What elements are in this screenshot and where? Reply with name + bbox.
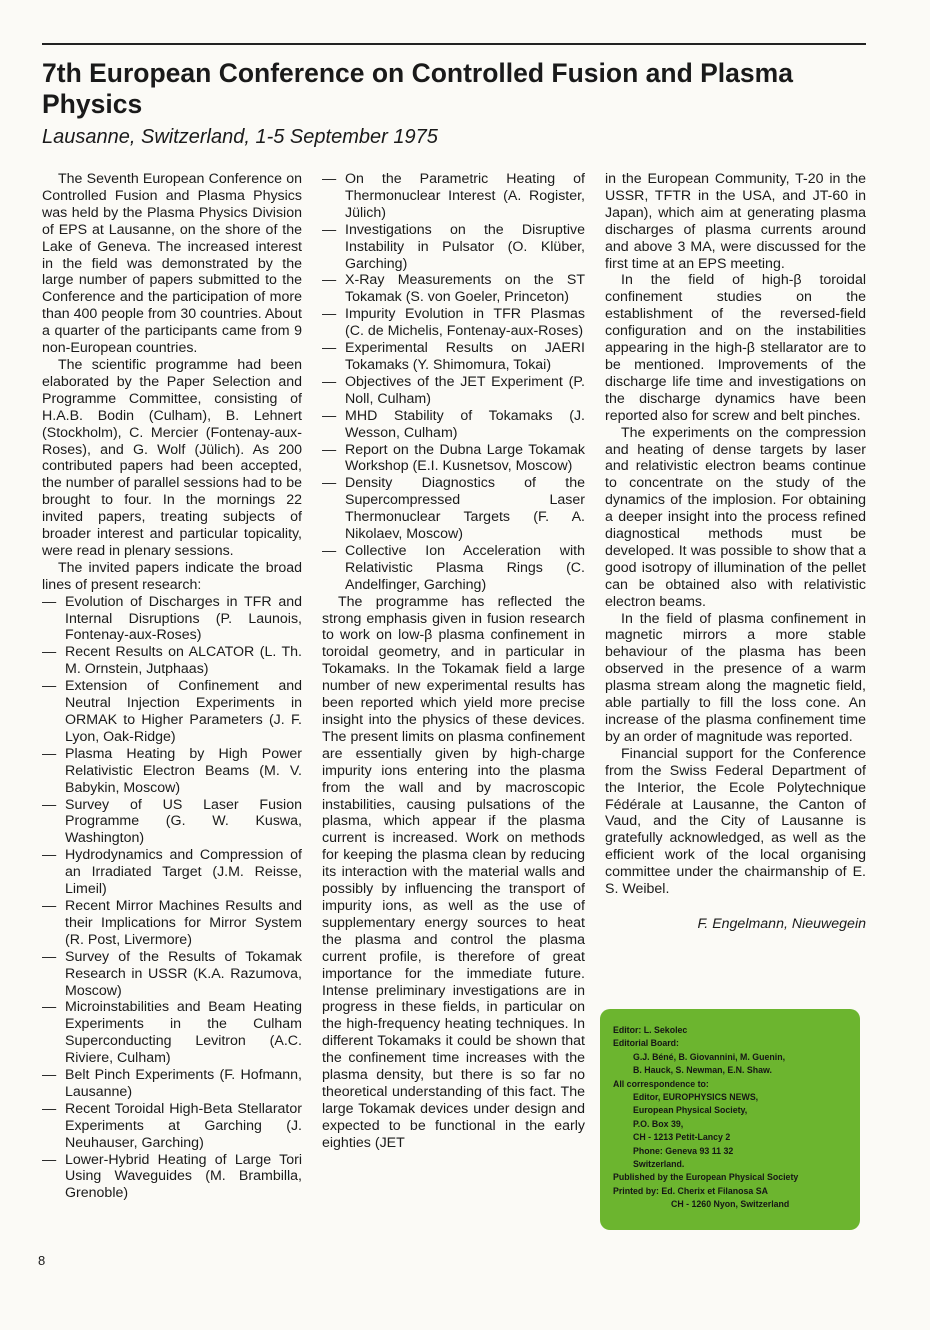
- masthead-box: [600, 1009, 860, 1230]
- column-1: [42, 171, 302, 1202]
- article-subtitle: Lausanne, Switzerland, 1-5 September 1975: [42, 126, 438, 148]
- list-item: — Evolution of Discharges in TFR and Internal Disruptions (P. Launois, Fontenay-aux-Roses): [42, 594, 302, 645]
- list-item: — Collective Ion Acceleration with Relativistic Plasma Rings (C. Andelfinger, Garching): [322, 543, 585, 594]
- header-rule: [42, 43, 866, 45]
- masthead-board-names: G.J. Béné, B. Giovannini, M. Guenin,: [633, 1051, 786, 1062]
- invited-papers-list: [42, 594, 302, 1203]
- list-item: — Objectives of the JET Experiment (P. Noll, Culham): [322, 374, 585, 408]
- paragraph: The experiments on the compression and heating of dense targets by laser and relativistic electron beams continue to concentrate on the study of the dynamics of the implosion. For obtaining a deeper insight into the process refined diagnostical methods must be developed. It was possible to show that a good isotropy of illumination of the pellet can be obtained also with relativistic electron beams.: [605, 424, 866, 610]
- list-item: — Recent Toroidal High-Beta Stellarator Experiments at Garching (J. Neuhauser, Garching): [42, 1101, 302, 1152]
- list-item: — Lower-Hybrid Heating of Large Tori Using Waveguides (M. Brambilla, Grenoble): [42, 1152, 302, 1203]
- list-item: — Belt Pinch Experiments (F. Hofmann, Lausanne): [42, 1067, 302, 1101]
- masthead-phone: Phone: Geneva 93 11 32: [633, 1145, 734, 1156]
- masthead-correspondence-label: All correspondence to:: [613, 1078, 709, 1089]
- list-item: — Recent Results on ALCATOR (L. Th. M. Ornstein, Jutphaas): [42, 644, 302, 678]
- paragraph: The Seventh European Conference on Controlled Fusion and Plasma Physics was held by the Plasma Physics Division of EPS at Lausanne, on the shore of the Lake of Geneva. The increased interest in the field was demonstrated by the large number of papers submitted to the Conference and the participation of more than 400 people from 30 countries. About a quarter of the participants came from 9 non-European countries.: [42, 171, 302, 357]
- masthead-printer: Printed by: Ed. Cherix et Filanosa SA: [613, 1185, 768, 1196]
- list-item: — Plasma Heating by High Power Relativistic Electron Beams (M. V. Babykin, Moscow): [42, 746, 302, 797]
- list-item: — Extension of Confinement and Neutral Injection Experiments in ORMAK to Higher Parameters (J. F. Lyon, Oak-Ridge): [42, 678, 302, 746]
- masthead-address-line: Editor, EUROPHYSICS NEWS,: [633, 1092, 759, 1103]
- masthead-editor: Editor: L. Sekolec: [613, 1025, 688, 1035]
- paragraph: In the field of plasma confinement in magnetic mirrors a more stable behaviour of the plasma has been observed in the presence of a warm plasma stream along the magnetic field, able partially to fill the loss cone. An increase of the plasma confinement time by an order of magnitude was reported.: [605, 610, 866, 745]
- masthead-publisher: Published by the European Physical Society: [613, 1172, 799, 1183]
- author-signature: F. Engelmann, Nieuwegein: [697, 915, 866, 932]
- list-item: — Experimental Results on JAERI Tokamaks (Y. Shimomura, Tokai): [322, 340, 585, 374]
- masthead-board-names: B. Hauck, S. Newman, E.N. Shaw.: [633, 1065, 772, 1076]
- list-item: — Report on the Dubna Large Tokamak Workshop (E.I. Kusnetsov, Moscow): [322, 442, 585, 476]
- list-item: — X-Ray Measurements on the ST Tokamak (S. von Goeler, Princeton): [322, 272, 585, 306]
- list-item: — Impurity Evolution in TFR Plasmas (C. de Michelis, Fontenay-aux-Roses): [322, 306, 585, 340]
- list-item: — Recent Mirror Machines Results and their Implications for Mirror System (R. Post, Livermore): [42, 898, 302, 949]
- page-number: 8: [38, 1253, 46, 1268]
- masthead-address-line: Switzerland.: [633, 1159, 685, 1170]
- list-item: — On the Parametric Heating of Thermonuclear Interest (A. Rogister, Jülich): [322, 171, 585, 222]
- masthead-board-label: Editorial Board:: [613, 1038, 679, 1049]
- masthead-printer-address: CH - 1260 Nyon, Switzerland: [671, 1199, 790, 1210]
- list-item: — Microinstabilities and Beam Heating Experiments in the Culham Superconducting Levitron (A.C. Riviere, Culham): [42, 999, 302, 1067]
- paragraph: The invited papers indicate the broad lines of present research:: [42, 559, 302, 593]
- paragraph: Financial support for the Conference from the Swiss Federal Department of the Interior, the Ecole Polytechnique Fédérale at Lausanne, the Canton of Vaud, and the City of Lausanne is gratefully acknowledged, as well as the efficient work of the local organising committee under the chairmanship of E. S. Weibel.: [605, 745, 866, 898]
- masthead-address-line: European Physical Society,: [633, 1105, 748, 1116]
- invited-papers-list: [322, 171, 585, 594]
- list-item: — Investigations on the Disruptive Instability in Pulsator (O. Klüber, Garching): [322, 222, 585, 273]
- column-2: [322, 171, 585, 1152]
- paragraph: in the European Community, T-20 in the USSR, TFTR in the USA, and JT-60 in Japan), which aim at generating plasma discharges of plasma currents around and above 3 MA, were discussed for the first time at an EPS meeting.: [605, 171, 866, 272]
- masthead-address-line: CH - 1213 Petit-Lancy 2: [633, 1132, 731, 1143]
- paragraph: In the field of high-β toroidal confinement studies on the establishment of the reversed-field configuration and on the instabilities appearing in the high-β stellarator are to be mentioned. Improvements of the discharge life time and investigations on the discharge dynamics have been reported also for screw and belt pinches.: [605, 272, 866, 424]
- list-item: — Survey of US Laser Fusion Programme (G. W. Kuswa, Washington): [42, 797, 302, 848]
- paragraph: The programme has reflected the strong emphasis given in fusion research to work on low-β plasma confinement in toroidal geometry, and in particular in Tokamaks. In the Tokamak field a large number of new experimental results has been reported which yield more precise insight into the physics of these devices. The present limits on plasma confinement are essentially given by high-charge impurity ions entering into the plasma from the wall and by macroscopic instabilities, causing pulsations of the plasma, which appear if the plasma current is increased. Work on methods for keeping the plasma clean by reducing its interaction with the material walls and possibly by influencing the transport of impurity ions, as well as the use of supplementary energy sources to heat the plasma and control the plasma current profile, is therefore of great importance for the immediate future. Intense preliminary investigations are in progress in these fields, in particular on the high-frequency heating techniques. In different Tokamaks it could be shown that the confinement time increases with the plasma density, but there is so far no theoretical understanding of this fact. The large Tokamak devices under design and expected to be functional in the early eighties (JET: [322, 593, 585, 1151]
- list-item: — Hydrodynamics and Compression of an Irradiated Target (J.M. Reisse, Limeil): [42, 847, 302, 898]
- article-title: 7th European Conference on Controlled Fusion and Plasma Physics: [42, 58, 793, 119]
- column-3: [605, 171, 866, 933]
- list-item: — MHD Stability of Tokamaks (J. Wesson, Culham): [322, 408, 585, 442]
- list-item: — Density Diagnostics of the Supercompressed Laser Thermonuclear Targets (F. A. Nikolaev, Moscow): [322, 475, 585, 543]
- masthead-address-line: P.O. Box 39,: [633, 1118, 684, 1129]
- list-item: — Survey of the Results of Tokamak Research in USSR (K.A. Razumova, Moscow): [42, 949, 302, 1000]
- paragraph: The scientific programme had been elaborated by the Paper Selection and Programme Committee, consisting of H.A.B. Bodin (Culham), B. Lehnert (Stockholm), C. Mercier (Fontenay-aux-Roses), and G. Wolf (Jülich). As 200 contributed papers had been accepted, the number of parallel sessions had to be brought to four. In the mornings 22 invited papers, treating subjects of broader interest and particular topicality, were read in plenary sessions.: [42, 356, 302, 559]
